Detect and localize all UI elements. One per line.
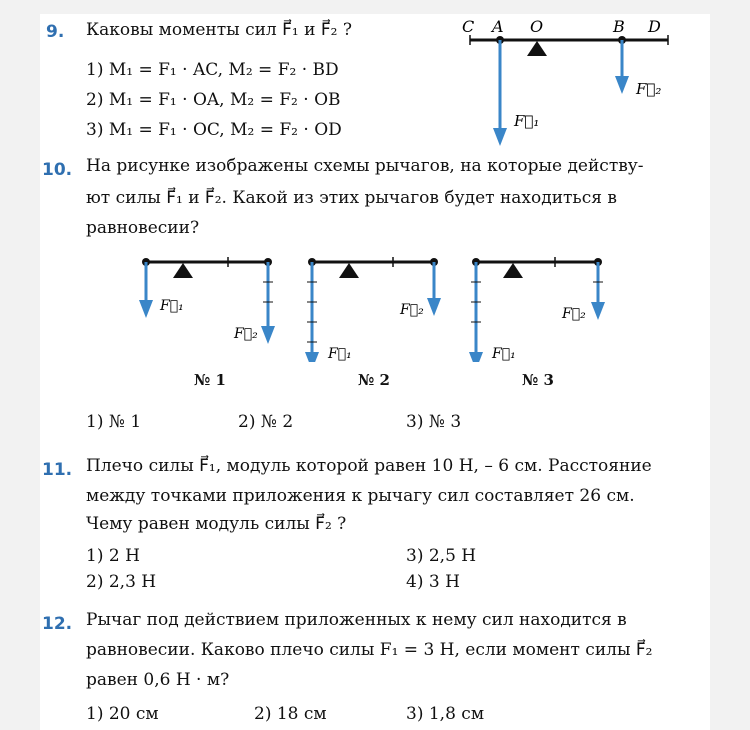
scheme-2-f2-label: F⃗₂	[400, 302, 424, 318]
q11-option-1: 1) 2 Н	[86, 546, 140, 566]
q12-line-2: равновесии. Каково плечо силы F₁ = 3 Н, если момент силы F⃗₂	[86, 640, 653, 660]
scheme-1	[139, 257, 275, 344]
scheme-3-f2-label: F⃗₂	[562, 306, 586, 322]
q12-option-2: 2) 18 см	[254, 704, 327, 724]
force-f1-label: F⃗₁	[514, 112, 540, 130]
q10-line-3: равновесии?	[86, 218, 200, 238]
q9-lever-figure	[440, 14, 710, 154]
q12-line-3: равен 0,6 Н · м?	[86, 670, 230, 690]
force-f2-label: F⃗₂	[636, 80, 662, 98]
q12-number: 12.	[42, 614, 73, 634]
q10-number: 10.	[42, 160, 73, 180]
q10-option-3: 3) № 3	[406, 412, 462, 432]
scheme-2-f1-label: F⃗₁	[328, 346, 352, 362]
scheme-1-caption: № 1	[194, 371, 226, 389]
q9-option-3: 3) M₁ = F₁ · OC, M₂ = F₂ · OD	[86, 120, 342, 140]
q11-option-2: 2) 2,3 Н	[86, 572, 157, 592]
scheme-3-caption: № 3	[522, 371, 554, 389]
q10-schemes-figure	[130, 252, 620, 362]
scheme-3-f1-label: F⃗₁	[492, 346, 516, 362]
point-label-c: C	[462, 17, 475, 36]
scheme-2	[305, 257, 441, 362]
textbook-page	[40, 14, 710, 730]
q10-line-2: ют силы F⃗₁ и F⃗₂. Какой из этих рычагов будет находиться в	[86, 188, 617, 208]
q9-option-2: 2) M₁ = F₁ · OA, M₂ = F₂ · OB	[86, 90, 341, 110]
point-label-o: O	[530, 17, 544, 36]
scheme-2-caption: № 2	[358, 371, 390, 389]
q9-number: 9.	[46, 22, 65, 42]
q12-option-3: 3) 1,8 см	[406, 704, 485, 724]
fulcrum	[527, 41, 547, 56]
q10-line-1: На рисунке изображены схемы рычагов, на которые действу-	[86, 156, 644, 176]
q10-option-1: 1) № 1	[86, 412, 142, 432]
q11-option-3: 3) 2,5 Н	[406, 546, 477, 566]
scheme-3	[469, 257, 605, 362]
scheme-1-f2-label: F⃗₂	[234, 326, 258, 342]
q10-option-2: 2) № 2	[238, 412, 294, 432]
q12-option-1: 1) 20 см	[86, 704, 159, 724]
q9-option-1: 1) M₁ = F₁ · AC, M₂ = F₂ · BD	[86, 60, 339, 80]
q12-line-1: Рычаг под действием приложенных к нему сил находится в	[86, 610, 627, 630]
point-label-a: A	[492, 17, 504, 36]
scheme-1-f1-label: F⃗₁	[160, 298, 184, 314]
point-label-b: B	[613, 17, 625, 36]
q9-question: Каковы моменты сил F⃗₁ и F⃗₂ ?	[86, 20, 352, 40]
q11-line-2: между точками приложения к рычагу сил составляет 26 см.	[86, 486, 635, 506]
q11-option-4: 4) 3 Н	[406, 572, 460, 592]
q11-number: 11.	[42, 460, 73, 480]
q11-line-1: Плечо силы F⃗₁, модуль которой равен 10 Н, – 6 см. Расстояние	[86, 456, 652, 476]
q11-line-3: Чему равен модуль силы F⃗₂ ?	[86, 514, 347, 534]
point-label-d: D	[648, 17, 661, 36]
